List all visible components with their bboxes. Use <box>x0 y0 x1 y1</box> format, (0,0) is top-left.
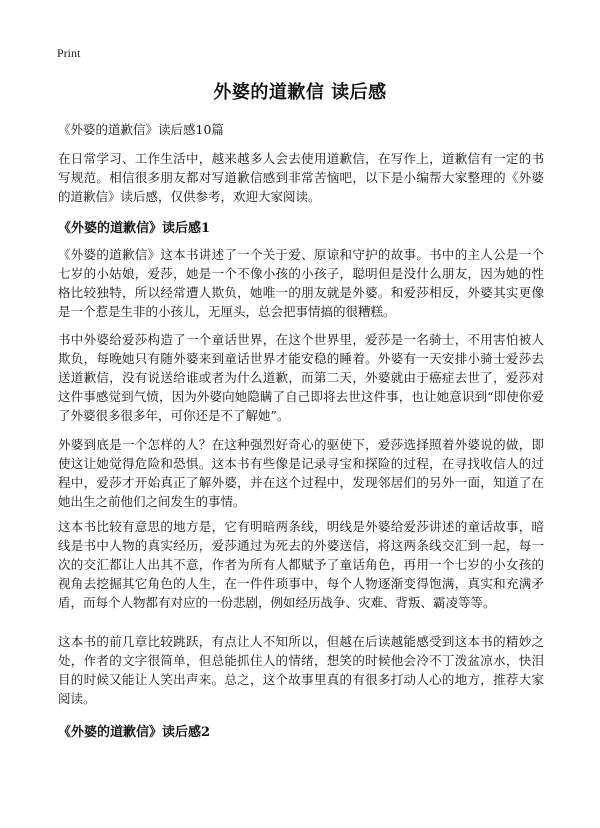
section-heading-2: 《外婆的道歉信》读后感2 <box>58 725 211 740</box>
paragraph: 《外婆的道歉信》这本书讲述了一个关于爱、原谅和守护的故事。书中的主人公是一个七岁的小姑娘，爱莎，她是一个不像小孩的小孩子，聪明但是没什么朋友，因为她的性格比较独特，所以经常遭人欺负，她唯一的朋友就是外婆。和爱莎相反，外婆其实更像是一个惹是生非的小孩儿，无厘头，总会把事情搞的很糟糕。 <box>58 247 544 319</box>
paragraph: 这本书比较有意思的地方是，它有明暗两条线，明线是外婆给爱莎讲述的童话故事，暗线是书中人物的真实经历，爱莎通过为死去的外婆送信，将这两条线交汇到一起，每一次的交汇都让人出其不意，作者为所有人都赋予了童话角色，再用一个七岁的小女孩的视角去挖掘其它角色的人生，在一件件琐事中，每个人物逐渐变得饱满，真实和充满矛盾，而每个人物都有对应的一份悲剧，例如经历战争、灾难、背叛、霸凌等等。 <box>58 519 544 610</box>
document-subtitle: 《外婆的道歉信》读后感10篇 <box>58 122 224 137</box>
print-link[interactable]: Print <box>57 46 81 60</box>
paragraph: 这本书的前几章比较跳跃，有点让人不知所以，但越在后读越能感受到这本书的精妙之处，作者的文字很简单，但总能抓住人的情绪，想笑的时候他会冷不丁泼盆凉水，快泪目的时候又能让人笑出声来。总之，这个故事里真的有很多打动人心的地方，推荐大家阅读。 <box>58 634 544 706</box>
page-title: 外婆的道歉信 读后感 <box>213 82 387 103</box>
section-heading-1: 《外婆的道歉信》读后感1 <box>58 221 211 236</box>
paragraph: 外婆到底是一个怎样的人？在这种强烈好奇心的驱使下，爱莎选择照着外婆说的做，即使这让她觉得危险和恐惧。这本书有些像是记录寻宝和探险的过程，在寻找收信人的过程中，爱莎才开始真正了解外婆，并在这个过程中，发现邻居们的另外一面，知道了在她出生之前他们之间发生的事情。 <box>58 437 544 509</box>
intro-paragraph: 在日常学习、工作生活中，越来越多人会去使用道歉信，在写作上，道歉信有一定的书写规范。相信很多朋友都对写道歉信感到非常苦恼吧，以下是小编帮大家整理的《外婆的道歉信》读后感，仅供参考，欢迎大家阅读。 <box>58 151 544 204</box>
paragraph: 书中外婆给爱莎构造了一个童话世界，在这个世界里，爱莎是一名骑士，不用害怕被人欺负，每晚她只有随外婆来到童话世界才能安稳的睡着。外婆有一天安排小骑士爱莎去送道歉信，没有说送给谁或者为什么道歉，而第二天，外婆就由于癌症去世了，爱莎对这件事感觉到气愤，因为外婆向她隐瞒了自己即将去世这件事，也让她意识到“即使你爱了外婆很多很多年，可你还是不了解她”。 <box>58 332 544 423</box>
